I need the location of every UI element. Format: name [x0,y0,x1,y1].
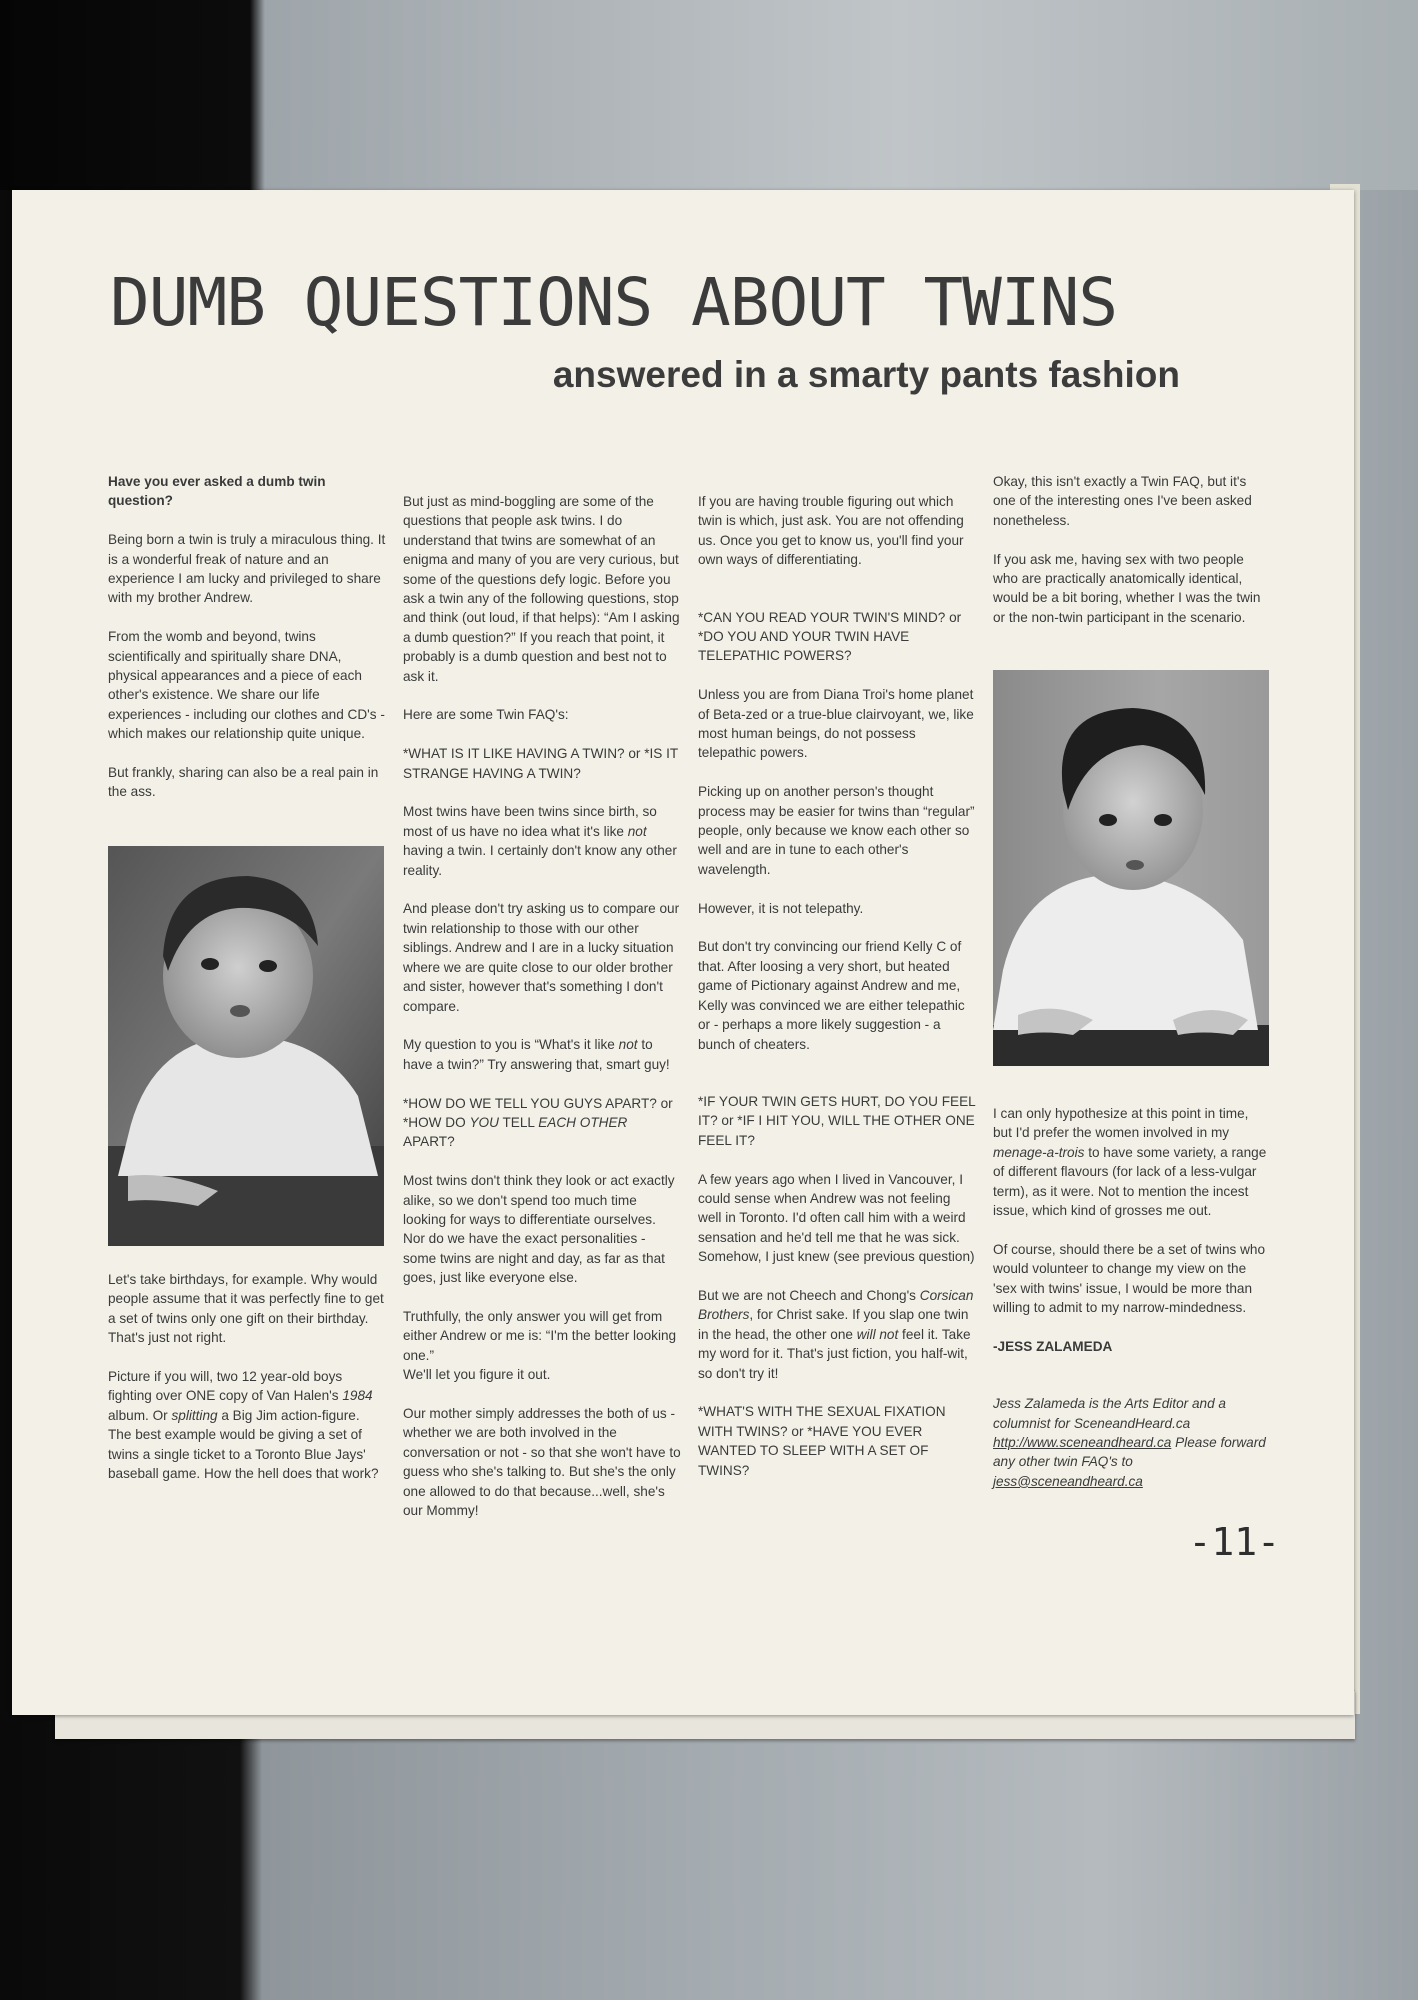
faq-question: *CAN YOU READ YOUR TWIN'S MIND? or *DO YOU AND YOUR TWIN HAVE TELEPATHIC POWERS? [698,609,962,664]
faq-question: *WHAT IS IT LIKE HAVING A TWIN? or *IS IT STRANGE HAVING A TWIN? [403,746,678,781]
faq-question: *WHAT'S WITH THE SEXUAL FIXATION WITH TWINS? or *HAVE YOU EVER WANTED TO SLEEP WITH A SET OF TWINS? [698,1404,946,1478]
text: to have some variety, a range of different flavours (for lack of a less-vulgar term), as it were. Not to mention the incest issue, which kind of grosses me out. [993,1144,1267,1219]
text: Picture if you will, two 12 year-old boys fighting over ONE copy of Van Halen's [108,1369,343,1404]
text: *HOW DO WE TELL YOU GUYS APART? or *HOW DO [403,1095,673,1130]
paragraph: But frankly, sharing can also be a real pain in the ass. [108,765,379,800]
column-2 [403,492,681,1540]
text: feel it. Take my word for it. That's just fiction, you half-wit, so don't try it! [698,1326,971,1381]
text: But we are not Cheech and Chong's [698,1287,920,1303]
film-title: Corsican Brothers [698,1287,974,1323]
paragraph: Truthfully, the only answer you will get from either Andrew or me is: “I'm the better looking one.” [403,1308,677,1363]
paragraph: From the womb and beyond, twins scientifically and spiritually share DNA, physical appearances and a piece of each other's existence. We share our life experiences - including our clothes and CD's - which makes our relationship quite unique. [108,629,385,742]
text: Most twins have been twins since birth, so most of us have no idea what it's like [403,804,657,839]
emphasis: EACH OTHER [538,1114,628,1130]
emphasis: not [618,1037,638,1053]
paragraph [108,1367,386,1483]
paragraph: And please don't try asking us to compare our twin relationship to those with our other siblings. Andrew and I are in a lucky situation where we are quite close to our older brother and sister, however that's something I don't compare. [403,901,680,1014]
paragraph: If you ask me, having sex with two people who are practically anatomically identical, would be a bit boring, whether I was the twin or the non-twin participant in the scenario. [993,551,1261,625]
page-number: -11- [1188,1520,1280,1564]
text: to have a twin?” Try answering that, smart guy! [403,1037,670,1072]
twin-baby-photo-right [993,670,1269,1066]
paragraph: Being born a twin is truly a miraculous thing. It is a wonderful freak of nature and an experience I am lucky and privileged to share with my brother Andrew. [108,532,386,606]
text: Jess Zalameda is the Arts Editor and a columnist for SceneandHeard.ca [993,1396,1226,1431]
emphasis: menage-a-trois [993,1144,1085,1160]
paragraph [403,1035,681,1074]
text: album. Or [108,1407,172,1423]
paragraph: If you are having trouble figuring out which twin is which, just ask. You are not offending us. Once you get to know us, you'll find your own ways of differentiating. [698,494,964,568]
paragraph: Of course, should there be a set of twins who would volunteer to change my view on the 'sex with twins' issue, I would be more than willing to admit to my narrow-mindedness. [993,1241,1266,1316]
column-3 [698,492,976,1499]
author-bio [993,1394,1271,1491]
column-1 [108,472,386,821]
text: I can only hypothesize at this point in time, but I'd prefer the women involved in my [993,1106,1249,1141]
paragraph: We'll let you figure it out. [403,1367,551,1383]
paragraph [403,802,681,880]
faq-question [403,1094,681,1152]
paragraph: Unless you are from Diana Troi's home planet of Beta-zed or a true-blue clairvoyant, we, like most human beings, do not possess telepathic powers. [698,687,974,761]
paragraph: Picking up on another person's thought process may be easier for twins than “regular” people, only because we know each other so well and are in tune to each other's wavelength. [698,784,975,877]
paragraph [993,1104,1271,1220]
email-link[interactable]: jess@sceneandheard.ca [993,1473,1143,1489]
emphasis: not [627,823,647,839]
intro-heading: Have you ever asked a dumb twin question? [108,474,326,509]
article-subtitle: answered in a smarty pants fashion [552,354,1180,395]
text: Please forward any other twin FAQ's to [993,1435,1266,1470]
paragraph: However, it is not telepathy. [698,900,864,916]
background-top [0,0,1418,190]
paragraph: A few years ago when I lived in Vancouver, I could sense when Andrew was not feeling well in Toronto. I'd often call him with a weird sensation and he'd tell me that he was sick. Somehow, I just knew (see previous question) [698,1171,975,1265]
twin-baby-photo-left [108,846,384,1246]
text: having a twin. I certainly don't know any other reality. [403,843,677,878]
column-4-continued [993,1104,1271,1511]
emphasis: will not [856,1326,899,1342]
text: APART? [403,1134,455,1150]
paragraph: Our mother simply addresses the both of us - whether we are both involved in the conversation or not - so that she won't have to guess who she's talking to. But she's the only one allowed to do that because...well, she's our Mommy! [403,1405,681,1518]
paragraph: Most twins don't think they look or act exactly alike, so we don't spend too much time looking for ways to differentiate ourselves. Nor do we have the exact personalities - some twins are night and day, as far as that goes, just like everyone else. [403,1173,675,1286]
text: , for Christ sake. If you slap one twin in the head, the other one [698,1307,969,1342]
baby-photo-image [993,670,1269,1066]
text: My question to you is “What's it like [403,1037,619,1053]
emphasis: splitting [171,1407,218,1423]
faq-question: *IF YOUR TWIN GETS HURT, DO YOU FEEL IT? or *IF I HIT YOU, WILL THE OTHER ONE FEEL IT? [698,1093,976,1148]
article-title: DUMB QUESTIONS ABOUT TWINS [110,264,1118,341]
paragraph: But just as mind-boggling are some of the questions that people ask twins. I do understand that twins are somewhat of an enigma and many of you are very curious, but some of the questions defy logic. Before you ask a twin any of the following questions, stop and think (out loud, if that helps): “Am I asking a dumb question?” If you reach that point, it probably is a dumb question and best not to ask it. [403,494,680,684]
paragraph: Okay, this isn't exactly a Twin FAQ, but it's one of the interesting ones I've been asked nonetheless. [993,474,1252,528]
column-1-continued [108,1270,386,1503]
text: TELL [498,1114,539,1130]
paragraph: Here are some Twin FAQ's: [403,707,569,723]
website-link[interactable]: http://www.sceneandheard.ca [993,1435,1172,1451]
paragraph: But don't try convincing our friend Kelly C of that. After loosing a very short, but heated game of Pictionary against Andrew and me, Kelly was convinced we are either telepathic or - perhaps a more likely suggestion - a bunch of cheaters. [698,939,965,1052]
byline: -JESS ZALAMEDA [993,1338,1113,1354]
column-4 [993,472,1271,647]
emphasis: YOU [469,1114,499,1130]
paragraph: Let's take birthdays, for example. Why would people assume that it was perfectly fine to get a set of twins only one gift on their birthday. That's just not right. [108,1272,384,1346]
text: a Big Jim action-figure. The best example would be giving a set of twins a single ticket to a Toronto Blue Jays' baseball game. How the hell does that work? [108,1407,379,1482]
album-title: 1984 [342,1388,373,1404]
baby-photo-image [108,846,384,1246]
paragraph [698,1286,976,1383]
